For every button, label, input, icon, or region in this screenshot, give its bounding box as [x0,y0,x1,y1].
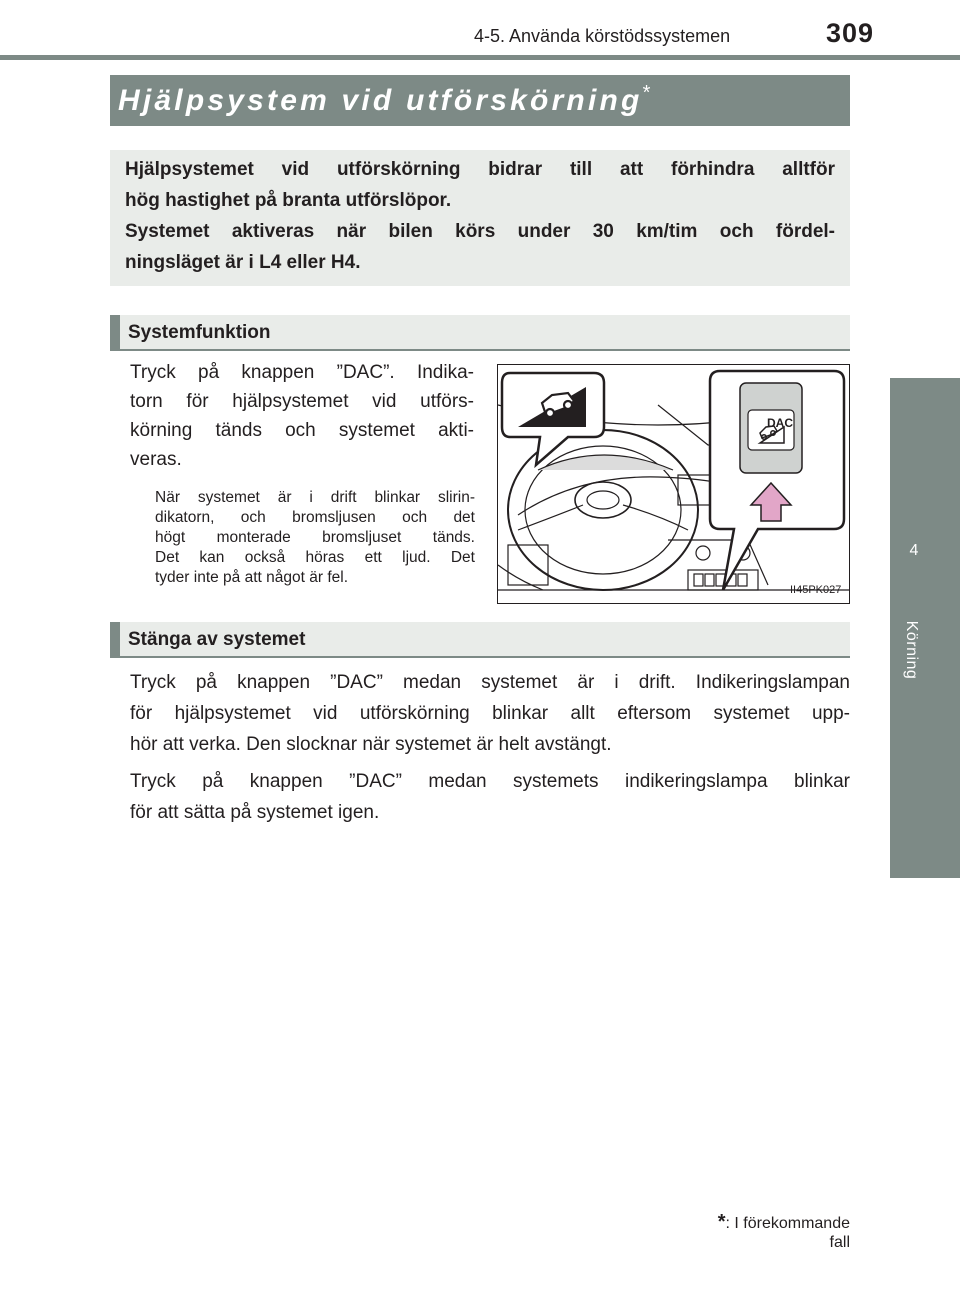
dashboard-illustration [497,364,850,604]
figure-code: II45PK027 [790,584,842,596]
note-line: Det kan också höras ett ljud. Det [155,549,475,566]
running-header-section: 4-5. Använda körstödssystemen [474,26,731,46]
body-line: Tryck på knappen ”DAC” medan systemets indikeringslampa blinkar [130,771,850,792]
body-line: veras. [130,449,182,470]
header-rule [0,55,960,60]
body-line: Tryck på knappen ”DAC” medan systemet är i drift. Indikeringslampan [130,672,850,693]
footnote-symbol: * [717,1211,726,1233]
intro-line: Systemet aktiveras när bilen körs under 30 km/tim och fördel- [125,221,835,242]
dashboard-drawing [498,365,850,604]
body-line: för att sätta på systemet igen. [130,802,380,823]
dac-button-label: DAC [767,416,793,430]
section-title-stanga-av: Stänga av systemet [128,629,306,650]
footnote [700,1211,850,1252]
body-line: torn för hjälpsystemet vid utförs- [130,391,474,412]
note-line: dikatorn, och bromsljusen och det [155,509,475,526]
page-title [118,82,650,118]
note-line: När systemet är i drift blinkar slirin- [155,489,475,506]
chapter-name: Körning [903,620,920,680]
intro-line: Hjälpsystemet vid utförskörning bidrar till att förhindra alltför [125,159,835,180]
page-title-text: Hjälpsystem vid utförskörning [118,84,643,117]
note-line: högt monterade bromsljuset tänds. [155,529,475,546]
body-line: Tryck på knappen ”DAC”. Indika- [130,362,474,383]
section-header-marker [110,315,120,351]
chapter-number: 4 [909,542,919,559]
intro-line: hög hastighet på branta utförslöpor. [125,190,452,211]
footnote-text: : I förekommande fall [725,1215,850,1251]
section-header-marker [110,622,120,658]
note-line: tyder inte på att något är fel. [155,569,349,586]
title-asterisk: * [642,82,651,104]
body-line: körning tänds och systemet akti- [130,420,474,441]
section-title-systemfunktion: Systemfunktion [128,322,271,343]
page-number: 309 [826,18,875,48]
body-line: hör att verka. Den slocknar när systemet är helt avstängt. [130,734,612,755]
body-line: för hjälpsystemet vid utförskörning blinkar allt eftersom systemet upp- [130,703,850,724]
intro-line: ningsläget är i L4 eller H4. [125,252,361,273]
